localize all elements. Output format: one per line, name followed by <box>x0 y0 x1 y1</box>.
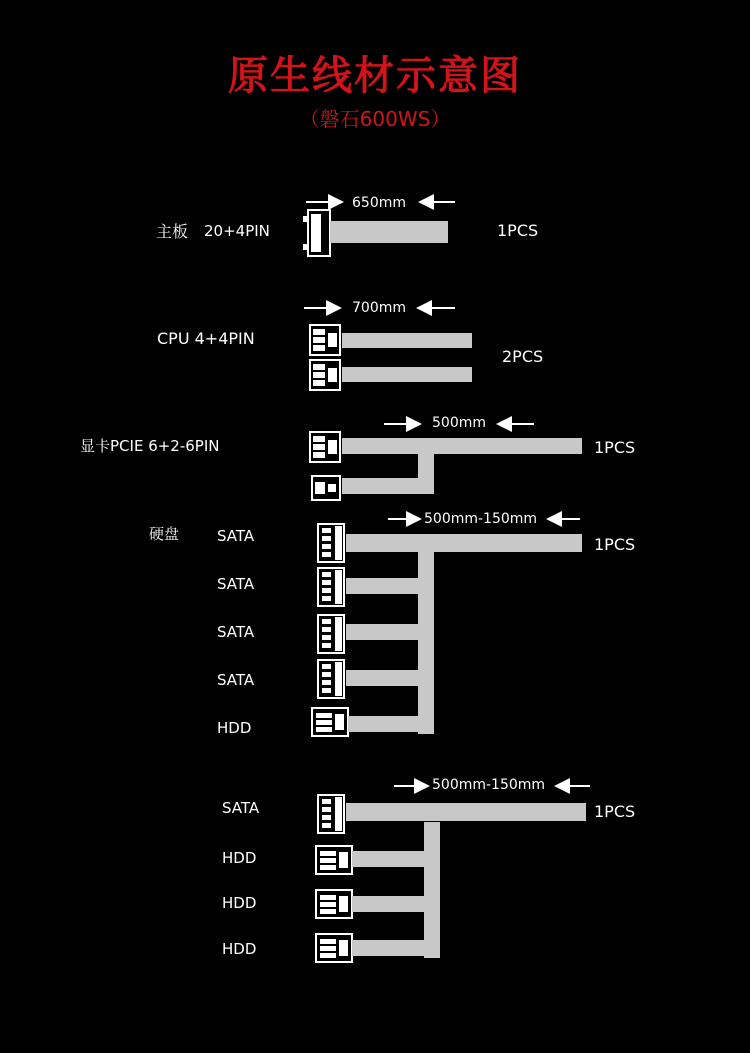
connector-label-hdd-4: HDD <box>222 940 257 958</box>
sata-connector-icon <box>318 524 344 562</box>
cpu-connector-icon <box>310 325 340 355</box>
sata-connector-icon <box>318 795 344 833</box>
hdd-cable-2 <box>352 851 440 867</box>
quantity-label-pcie: 1PCS <box>594 438 636 457</box>
hdd-connector-icon <box>312 708 348 736</box>
pcie-addon-connector-icon <box>312 476 340 500</box>
connector-label-hdd-1: HDD <box>217 719 252 737</box>
connector-label-sata-5: SATA <box>222 799 260 817</box>
quantity-label-atx: 1PCS <box>497 221 539 240</box>
sata-cable-2 <box>346 578 434 594</box>
atx-connector-icon <box>303 210 330 256</box>
peripheral-cable-group <box>316 786 590 962</box>
atx-cable <box>330 221 448 243</box>
length-label-drives: 500mm-150mm <box>424 511 538 527</box>
cpu-connector-icon <box>310 360 340 390</box>
quantity-label-cpu: 2PCS <box>502 347 544 366</box>
connector-label-sata-3: SATA <box>217 623 255 641</box>
page-subtitle: （磐石600WS） <box>299 107 451 131</box>
category-label-motherboard: 主板 <box>156 222 189 241</box>
connector-label-sata-2: SATA <box>217 575 255 593</box>
pcie-connector-icon <box>310 432 340 462</box>
cpu-cable-1 <box>342 333 472 348</box>
atx-cable-group <box>303 202 455 256</box>
pcie-cable-addon <box>342 478 434 494</box>
quantity-label-drives: 1PCS <box>594 535 636 554</box>
sata-cable-4 <box>346 670 434 686</box>
category-label-drives: 硬盘 <box>149 525 180 543</box>
hdd-connector-icon <box>316 934 352 962</box>
connector-label-pcie: 显卡PCIE 6+2-6PIN <box>80 437 220 455</box>
sata-connector-icon <box>318 615 344 653</box>
sata-cable-3 <box>346 624 434 640</box>
length-label-atx: 650mm <box>352 195 406 211</box>
length-label-peripheral: 500mm-150mm <box>432 777 546 793</box>
sata-connector-icon <box>318 660 344 698</box>
connector-label-atx: 20+4PIN <box>204 222 270 240</box>
hdd-cable-4 <box>352 940 440 956</box>
page-title: 原生线材示意图 <box>228 53 522 99</box>
connector-label-sata-4: SATA <box>217 671 255 689</box>
connector-label-cpu: CPU 4+4PIN <box>157 329 255 348</box>
cpu-cable-2 <box>342 367 472 382</box>
sata-connector-icon <box>318 568 344 606</box>
peripheral-cable-trunk <box>424 822 440 958</box>
length-label-cpu: 700mm <box>352 300 406 316</box>
pcie-cable-group <box>310 424 582 500</box>
hdd-connector-icon <box>316 890 352 918</box>
connector-label-hdd-2: HDD <box>222 849 257 867</box>
sata-cable-1 <box>346 534 582 552</box>
connector-label-hdd-3: HDD <box>222 894 257 912</box>
drive-cable-group <box>312 519 582 736</box>
quantity-label-peripheral: 1PCS <box>594 802 636 821</box>
hdd-cable-3 <box>352 896 440 912</box>
cpu-cable-group <box>304 308 472 390</box>
hdd-cable-1 <box>348 716 434 732</box>
length-label-pcie: 500mm <box>432 415 486 431</box>
hdd-connector-icon <box>316 846 352 874</box>
pcie-cable-main <box>342 438 582 454</box>
connector-label-sata-1: SATA <box>217 527 255 545</box>
sata-cable-5 <box>346 803 586 821</box>
